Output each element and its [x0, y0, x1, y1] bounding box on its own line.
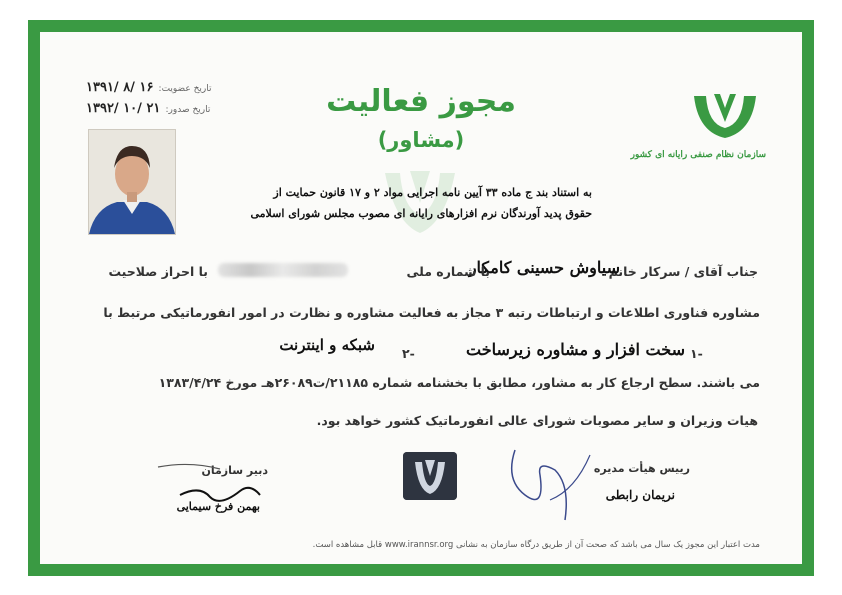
board-chair-name: نریمان رابطی: [605, 488, 675, 502]
membership-date-label: تاریخ عضویت:: [158, 84, 212, 94]
director-signature: [150, 455, 270, 525]
board-chair-label: رییس هیأت مدیره: [593, 462, 690, 475]
preamble-line-1: به استناد بند ج ماده ۳۳ آیین نامه اجرایی مواد ۲ و ۱۷ قانون حمایت از: [273, 186, 592, 199]
organization-name: سازمان نظام صنفی رایانه ای کشور: [630, 150, 766, 160]
salutation-label: جناب آقای / سرکار خانم: [608, 264, 758, 279]
certificate-title: مجوز فعالیت: [326, 84, 516, 119]
qualification-label: با احراز صلاحیت: [108, 264, 208, 279]
field-1-text: سخت افزار و مشاوره زیرساخت: [466, 340, 685, 359]
authority-text: هیات وزیران و سایر مصوبات شورای عالی انفورماتیک کشور خواهد بود.: [316, 413, 758, 428]
permission-text: مشاوره فناوری اطلاعات و ارتباطات رتبه ۳ مجاز به فعالیت مشاوره و نظارت در امور انفورماتیکی مرتبط با: [103, 305, 760, 320]
certificate-subtitle: (مشاور): [377, 128, 465, 152]
membership-date-value: ۱۳۹۱/ ۸/ ۱۶: [86, 80, 154, 95]
director-label: دبیر سازمان: [201, 464, 268, 477]
field-2-number: ۲-: [402, 346, 415, 361]
board-chair-signature: [495, 440, 595, 530]
holder-photo: [88, 129, 176, 235]
hologram-seal: [403, 452, 457, 500]
national-id-label: با شماره ملی: [406, 264, 490, 279]
issue-date-label: تاریخ صدور:: [165, 105, 211, 115]
holder-name: سیاوش حسینی کامکار: [468, 258, 620, 277]
national-id-redacted: [218, 263, 348, 277]
preamble-line-2: حقوق پدید آورندگان نرم افزارهای رایانه ای مصوب مجلس شورای اسلامی: [250, 207, 592, 220]
watermark-logo: [375, 163, 465, 243]
regulation-text: می باشند. سطح ارجاع کار به مشاور، مطابق با بخشنامه شماره ۲۱۱۸۵/ت۲۶۰۸۹هـ مورخ ۱۳۸۳/۴/۲۴: [158, 375, 760, 390]
field-1-number: ۱-: [690, 346, 703, 361]
membership-date-row: [86, 76, 212, 95]
validity-footer: مدت اعتبار این مجوز یک سال می باشد که صحت آن از طریق درگاه سازمان به نشانی www.irannsr.org قابل مشاهده است.: [312, 540, 760, 550]
field-2-text: شبکه و اینترنت: [279, 336, 375, 354]
issue-date-row: [86, 97, 210, 116]
issue-date-value: ۱۳۹۲/ ۱۰/ ۲۱: [86, 101, 161, 116]
director-name: بهمن فرخ سیمایی: [176, 500, 260, 513]
